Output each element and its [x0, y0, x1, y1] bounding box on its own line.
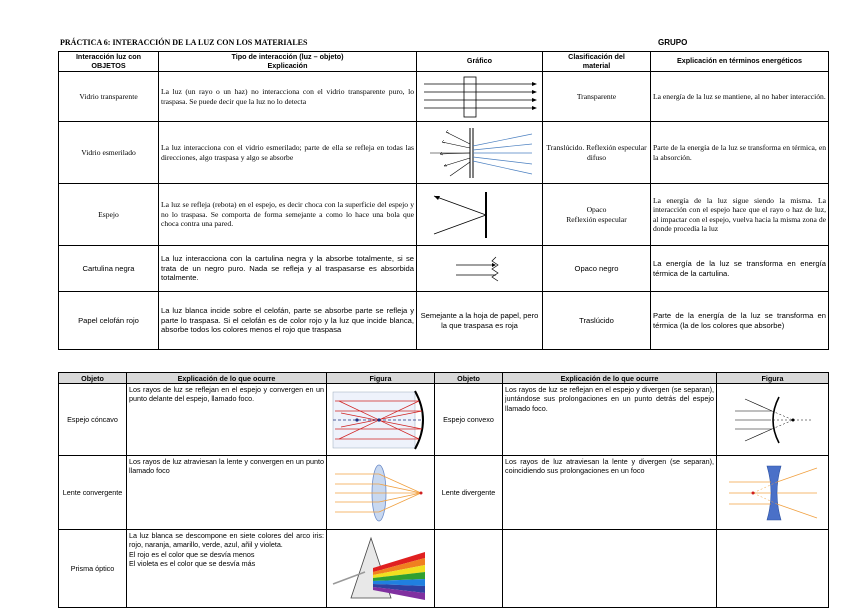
- prism-figure: [327, 530, 435, 608]
- header-class-line1: Clasificación del: [568, 52, 625, 62]
- header-type-line1: Tipo de interacción (luz – objeto): [231, 52, 344, 62]
- row-object: Espejo: [59, 184, 159, 246]
- row-energy: La energía de la luz se transforma en energía térmica de la cartulina.: [651, 246, 829, 292]
- concave-mirror-diagram: [329, 387, 433, 453]
- header-class-line2: material: [582, 60, 611, 70]
- header-object-right: Objeto: [435, 373, 503, 384]
- table-row: [59, 122, 829, 184]
- frosted-glass-diagram: [420, 124, 540, 182]
- header-energy: Explicación en términos energéticos: [651, 52, 829, 72]
- interaction-table: [58, 51, 829, 350]
- row-explanation: La luz se refleja (rebota) en el espejo, es decir choca con la superficie del espejo y no lo traspasa. Se comporta de forma semejante a como lo hace una bola que choca contra una pared.: [159, 184, 417, 246]
- header-graphic: Gráfico: [417, 52, 543, 72]
- practice-title: PRÁCTICA 6: INTERACCIÓN DE LA LUZ CON LOS MATERIALES: [60, 38, 308, 47]
- table-row: [59, 456, 829, 530]
- header-type-line2: Explicación: [267, 60, 308, 70]
- header-objects-line1: Interacción luz con: [75, 52, 142, 62]
- header-objects: [59, 52, 159, 72]
- header-interaction-type: [159, 52, 417, 72]
- empty-cell: [503, 530, 717, 608]
- converging-lens-text: Los rayos de luz atraviesan la lente y convergen en un punto llamado foco: [127, 456, 327, 530]
- convex-mirror-text: Los rayos de luz se reflejan en el espejo y divergen (se separan), juntándose sus prolongaciones en un punto detrás del espejo llamado foco.: [503, 384, 717, 456]
- convex-mirror-figure: [717, 384, 829, 456]
- table-row: [59, 292, 829, 350]
- black-card-graphic: [417, 246, 543, 292]
- header-objects-line2: OBJETOS: [91, 60, 126, 70]
- header-object-left: Objeto: [59, 373, 127, 384]
- prism-text: [127, 530, 327, 608]
- diverging-lens-text: Los rayos de luz atraviesan la lente y divergen (se separan), coincidiendo sus prolongaciones en un foco: [503, 456, 717, 530]
- row-classification: [543, 184, 651, 246]
- row-classification: Opaco negro: [543, 246, 651, 292]
- prism-line: El violeta es el color que se desvía más: [129, 559, 256, 569]
- prism-line: El rojo es el color que se desvía menos: [129, 549, 255, 559]
- interaction-table-header: [59, 52, 829, 72]
- prism-diagram: [329, 532, 433, 606]
- header-explanation-right: Explicación de lo que ocurre: [503, 373, 717, 384]
- optics-table: [58, 372, 829, 608]
- concave-mirror-text: Los rayos de luz se reflejan en el espejo y convergen en un punto delante del espejo, llamado foco.: [127, 384, 327, 456]
- black-card-diagram: [420, 249, 540, 289]
- object-concave-mirror: Espejo cóncavo: [59, 384, 127, 456]
- transparent-glass-diagram: [420, 74, 540, 120]
- table-row: [59, 246, 829, 292]
- group-label: GRUPO: [658, 38, 688, 47]
- object-diverging-lens: Lente divergente: [435, 456, 503, 530]
- row-classification: Translúcido. Reflexión especular difuso: [543, 122, 651, 184]
- header-explanation-left: Explicación de lo que ocurre: [127, 373, 327, 384]
- table-row: [59, 72, 829, 122]
- row-energy: Parte de la energía de la luz se transforma en térmica, en la absorción.: [651, 122, 829, 184]
- mirror-diagram: [420, 186, 540, 244]
- row-object: Papel celofán rojo: [59, 292, 159, 350]
- row-energy: La energía de la luz sigue siendo la misma. La interacción con el espejo hace que el rayo o haz de luz, al impactar con el espejo, vuelva hacia la misma zona de donde procedía la luz: [651, 184, 829, 246]
- transparent-glass-graphic: [417, 72, 543, 122]
- diverging-lens-figure: [717, 456, 829, 530]
- row-classification: Transparente: [543, 72, 651, 122]
- header-classification: [543, 52, 651, 72]
- empty-cell: [717, 530, 829, 608]
- row-object: Vidrio esmerilado: [59, 122, 159, 184]
- classification-line1: Opaco: [586, 205, 607, 215]
- concave-mirror-figure: [327, 384, 435, 456]
- page-header: [58, 38, 828, 50]
- converging-lens-diagram: [329, 458, 433, 528]
- classification-line2: Reflexión especular: [566, 214, 627, 224]
- converging-lens-figure: [327, 456, 435, 530]
- prism-line: La luz blanca se descompone en siete colores del arco iris: rojo, naranja, amarillo, verde, azul, añil y violeta.: [129, 531, 324, 550]
- row-explanation: La luz interacciona con el vidrio esmerilado; parte de ella se refleja en todas las direcciones, algo traspasa y algo se absorbe: [159, 122, 417, 184]
- object-converging-lens: Lente convergente: [59, 456, 127, 530]
- row-energy: La energía de la luz se mantiene, al no haber interacción.: [651, 72, 829, 122]
- table-row: [59, 384, 829, 456]
- object-convex-mirror: Espejo convexo: [435, 384, 503, 456]
- row-object: Cartulina negra: [59, 246, 159, 292]
- row-classification: Traslúcido: [543, 292, 651, 350]
- table-row: [59, 530, 829, 608]
- row-graphic-text: Semejante a la hoja de papel, pero la que traspasa es roja: [417, 292, 543, 350]
- row-object: Vidrio transparente: [59, 72, 159, 122]
- row-explanation: La luz (un rayo o un haz) no interacciona con el vidrio transparente puro, lo traspasa. Se puede decir que la luz no lo detecta: [159, 72, 417, 122]
- mirror-graphic: [417, 184, 543, 246]
- object-prism: Prisma óptico: [59, 530, 127, 608]
- row-explanation: La luz interacciona con la cartulina negra y la absorbe totalmente, si se trata de un negro puro. Nada se refleja y al traspasarse es absorbida totalmente.: [159, 246, 417, 292]
- diverging-lens-diagram: [721, 458, 825, 528]
- row-energy: Parte de la energía de la luz se transforma en térmica (la de los colores que absorbe): [651, 292, 829, 350]
- frosted-glass-graphic: [417, 122, 543, 184]
- header-figure-right: Figura: [717, 373, 829, 384]
- row-explanation: La luz blanca incide sobre el celofán, parte se absorbe parte se refleja y parte lo traspasa. Si el celofán es de color rojo y la luz que incide blanca, absorbe todos los colores menos el rojo que traspasa: [159, 292, 417, 350]
- empty-cell: [435, 530, 503, 608]
- table-row: [59, 184, 829, 246]
- convex-mirror-diagram: [721, 387, 825, 453]
- header-figure-left: Figura: [327, 373, 435, 384]
- optics-table-header: [59, 373, 829, 384]
